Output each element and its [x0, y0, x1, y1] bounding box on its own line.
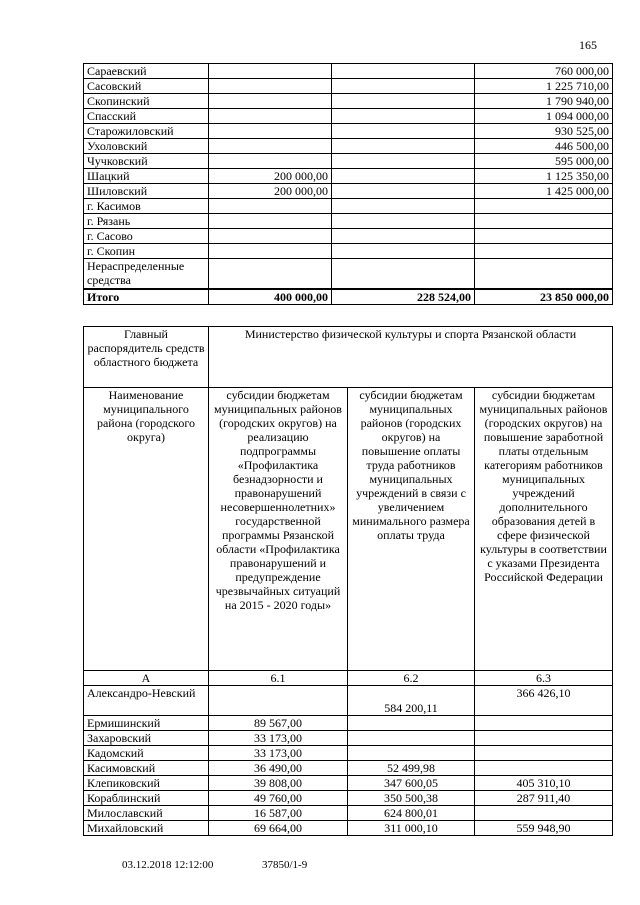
total-row — [84, 289, 613, 305]
table-row — [84, 184, 613, 199]
amount-cell: 366 426,10 — [475, 686, 613, 716]
district-name-cell: Захаровский — [84, 731, 209, 746]
district-name-cell: Ухоловский — [84, 139, 209, 154]
amount-cell — [332, 229, 475, 244]
amount-cell: 624 800,01 — [348, 806, 475, 821]
amount-cell: 1 094 000,00 — [475, 109, 613, 124]
district-name-cell: Шацкий — [84, 169, 209, 184]
amount-cell — [475, 806, 613, 821]
amount-cell — [209, 139, 332, 154]
district-name-cell: Кораблинский — [84, 791, 209, 806]
amount-cell — [209, 214, 332, 229]
amount-cell — [209, 259, 332, 290]
amount-cell — [209, 229, 332, 244]
index-cell-6-3: 6.3 — [475, 671, 613, 686]
amount-cell: 36 490,00 — [209, 761, 348, 776]
header-ministry: Министерство физической культуры и спорта Рязанской области — [209, 327, 613, 388]
table-row — [84, 821, 613, 836]
table-row — [84, 686, 613, 716]
amount-cell: 311 000,10 — [348, 821, 475, 836]
amount-cell: 595 000,00 — [475, 154, 613, 169]
amount-cell: 89 567,00 — [209, 716, 348, 731]
district-name-cell: Сараевский — [84, 64, 209, 79]
amount-cell — [475, 716, 613, 731]
amount-cell: 405 310,10 — [475, 776, 613, 791]
amount-cell — [475, 244, 613, 259]
district-name-cell: г. Скопин — [84, 244, 209, 259]
amount-cell: 446 500,00 — [475, 139, 613, 154]
amount-cell — [332, 124, 475, 139]
amount-cell: 1 225 710,00 — [475, 79, 613, 94]
amount-cell — [332, 259, 475, 290]
amount-cell — [209, 64, 332, 79]
amount-cell — [475, 229, 613, 244]
district-name-cell: Скопинский — [84, 94, 209, 109]
district-name-cell: Сасовский — [84, 79, 209, 94]
amount-cell — [332, 184, 475, 199]
table-row — [84, 746, 613, 761]
amount-cell — [348, 731, 475, 746]
footer-doc-id: 37850/1-9 — [262, 859, 308, 871]
amount-cell: 200 000,00 — [209, 169, 332, 184]
table-row — [84, 806, 613, 821]
amount-cell — [475, 214, 613, 229]
district-name-cell: г. Рязань — [84, 214, 209, 229]
amount-cell: 33 173,00 — [209, 746, 348, 761]
total-amount: 400 000,00 — [209, 289, 332, 305]
amount-cell — [332, 139, 475, 154]
district-name-cell: Чучковский — [84, 154, 209, 169]
table-row — [84, 731, 613, 746]
header-district-label: Наименование муниципального района (городского округа) — [84, 388, 209, 671]
table-row — [84, 154, 613, 169]
district-name-cell: г. Касимов — [84, 199, 209, 214]
footer-datetime: 03.12.2018 12:12:00 — [122, 859, 214, 871]
amount-cell — [209, 124, 332, 139]
table-row — [84, 94, 613, 109]
amount-cell: 930 525,00 — [475, 124, 613, 139]
table-row — [84, 109, 613, 124]
index-cell-6-1: 6.1 — [209, 671, 348, 686]
index-cell-a: А — [84, 671, 209, 686]
amount-cell: 1 790 940,00 — [475, 94, 613, 109]
amount-cell: 1 425 000,00 — [475, 184, 613, 199]
amount-cell — [332, 199, 475, 214]
total-amount: 228 524,00 — [332, 289, 475, 305]
amount-cell — [209, 686, 348, 716]
district-name-cell: Михайловский — [84, 821, 209, 836]
amount-cell — [332, 94, 475, 109]
district-name-cell: Шиловский — [84, 184, 209, 199]
header-col-6-3: субсидии бюджетам муниципальных районов (городских округов) на повышение заработной платы отдельным категориям работников муниципальных учреждений дополнительного образования детей в сфере физической культуры в соответствии с указами Президента Российской Федерации — [475, 388, 613, 671]
header-col-6-2: субсидии бюджетам муниципальных районов (городских округов) на повышение оплаты труда работников муниципальных учреждений в связи с увеличением минимального размера оплаты труда — [348, 388, 475, 671]
amount-cell: 350 500,38 — [348, 791, 475, 806]
table-row — [84, 199, 613, 214]
table-row — [84, 716, 613, 731]
amount-cell — [209, 199, 332, 214]
amount-cell — [332, 244, 475, 259]
amount-cell: 347 600,05 — [348, 776, 475, 791]
table-row — [84, 169, 613, 184]
table-row — [84, 79, 613, 94]
district-name-cell: Милославский — [84, 806, 209, 821]
district-name-cell: Нераспределенные средства — [84, 259, 209, 290]
amount-cell — [332, 64, 475, 79]
amount-cell: 200 000,00 — [209, 184, 332, 199]
district-name-cell: Ермишинский — [84, 716, 209, 731]
table-row — [84, 124, 613, 139]
table-row — [84, 776, 613, 791]
amount-cell — [209, 79, 332, 94]
amount-cell: 760 000,00 — [475, 64, 613, 79]
amount-cell: 39 808,00 — [209, 776, 348, 791]
amount-cell — [209, 109, 332, 124]
page-number: 165 — [579, 38, 597, 52]
amount-cell — [332, 214, 475, 229]
amount-cell: 584 200,11 — [348, 686, 475, 716]
amount-cell — [475, 199, 613, 214]
table-row — [84, 259, 613, 290]
amount-cell — [348, 746, 475, 761]
amount-cell — [209, 154, 332, 169]
amount-cell — [332, 154, 475, 169]
district-name-cell: г. Сасово — [84, 229, 209, 244]
amount-cell — [348, 716, 475, 731]
amount-cell — [209, 244, 332, 259]
table-row — [84, 791, 613, 806]
amount-cell — [332, 169, 475, 184]
total-label: Итого — [84, 289, 209, 305]
index-cell-6-2: 6.2 — [348, 671, 475, 686]
district-name-cell: Александро-Невский — [84, 686, 209, 716]
amount-cell — [475, 259, 613, 290]
amount-cell — [475, 731, 613, 746]
amount-cell: 287 911,40 — [475, 791, 613, 806]
header-main-distributor-label: Главный распорядитель средств областного бюджета — [84, 327, 209, 388]
district-name-cell: Клепиковский — [84, 776, 209, 791]
district-name-cell: Касимовский — [84, 761, 209, 776]
amount-cell: 559 948,90 — [475, 821, 613, 836]
amount-cell: 16 587,00 — [209, 806, 348, 821]
subsidy-table-top — [83, 63, 613, 305]
table-row — [84, 244, 613, 259]
table-row — [84, 214, 613, 229]
amount-cell: 52 499,98 — [348, 761, 475, 776]
amount-cell: 69 664,00 — [209, 821, 348, 836]
district-name-cell: Старожиловский — [84, 124, 209, 139]
table-row — [84, 64, 613, 79]
amount-cell: 1 125 350,00 — [475, 169, 613, 184]
district-name-cell: Спасский — [84, 109, 209, 124]
total-amount: 23 850 000,00 — [475, 289, 613, 305]
amount-cell — [332, 109, 475, 124]
amount-cell — [475, 746, 613, 761]
amount-cell: 33 173,00 — [209, 731, 348, 746]
amount-cell — [332, 79, 475, 94]
amount-cell: 49 760,00 — [209, 791, 348, 806]
table-row — [84, 761, 613, 776]
amount-cell — [475, 761, 613, 776]
district-name-cell: Кадомский — [84, 746, 209, 761]
amount-cell — [209, 94, 332, 109]
table-row — [84, 229, 613, 244]
table-row — [84, 139, 613, 154]
header-col-6-1: субсидии бюджетам муниципальных районов (городских округов) на реализацию подпрограммы «Профилактика безнадзорности и правонарушений несовершеннолетних» государственной программы Рязанской области «Профилактика правонарушений и предупреждение чрезвычайных ситуаций на 2015 - 2020 годы» — [209, 388, 348, 671]
subsidy-table-ministry-sport — [83, 326, 613, 836]
